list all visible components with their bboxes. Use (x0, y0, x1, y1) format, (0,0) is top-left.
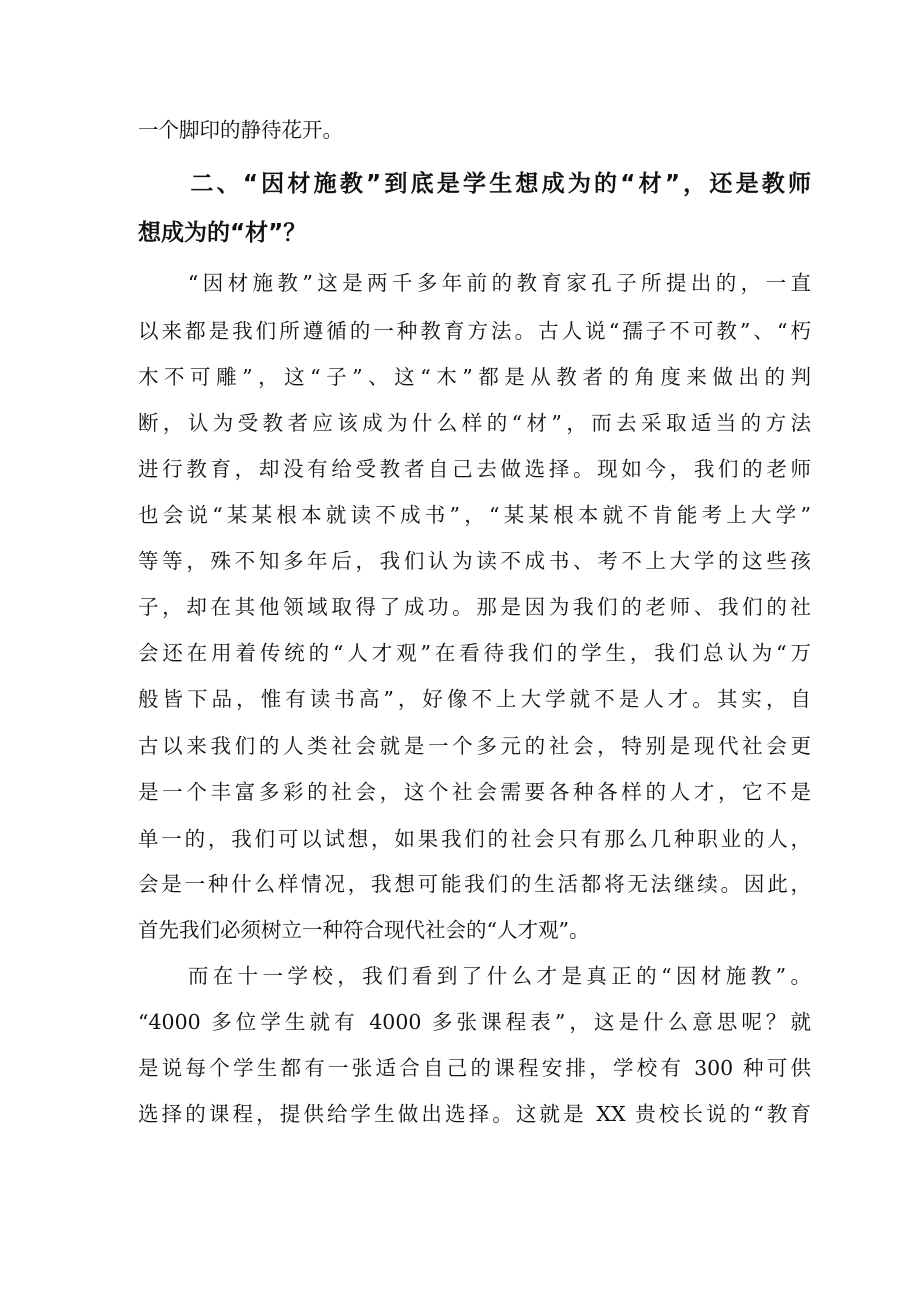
section-heading-line: 想成为的“材”？ (138, 220, 307, 246)
paragraph-line: 是说每个学生都有一张适合自己的课程安排，学校有 300 种可供 (138, 1056, 811, 1080)
paragraph-line: 子，却在其他领域取得了成功。那是因为我们的老师、我们的社 (138, 595, 811, 619)
paragraph-line: 古以来我们的人类社会就是一个多元的社会，特别是现代社会更 (138, 734, 811, 758)
paragraph-line: “4000 多位学生就有 4000 多张课程表”，这是什么意思呢？就 (138, 1010, 811, 1034)
paragraph-line: 也会说“某某根本就读不成书”，“某某根本就不肯能考上大学” (138, 503, 811, 527)
paragraph-line: 断，认为受教者应该成为什么样的“材”，而去采取适当的方法 (138, 411, 811, 435)
paragraph-line: 会是一种什么样情况，我想可能我们的生活都将无法继续。因此， (138, 872, 811, 896)
paragraph-line: 会还在用着传统的“人才观”在看待我们的学生，我们总认为“万 (138, 641, 811, 665)
paragraph-line: 选择的课程，提供给学生做出选择。这就是 XX 贵校长说的“教育 (138, 1102, 811, 1126)
paragraph-line: 进行教育，却没有给受教者自己去做选择。现如今，我们的老师 (138, 457, 811, 481)
paragraph-line: 般皆下品，惟有读书高”，好像不上大学就不是人才。其实，自 (138, 687, 811, 711)
paragraph-line: 首先我们必须树立一种符合现代社会的“人才观”。 (138, 918, 590, 942)
paragraph-line: 单一的，我们可以试想，如果我们的社会只有那么几种职业的人， (138, 827, 811, 851)
paragraph-line: 木不可雕”，这“子”、这“木”都是从教者的角度来做出的判 (138, 365, 811, 389)
paragraph-line: “因材施教”这是两千多年前的教育家孔子所提出的，一直 (138, 271, 811, 295)
section-heading-line: 二、“因材施教”到底是学生想成为的“材”，还是教师 (138, 171, 811, 197)
paragraph-line: 是一个丰富多彩的社会，这个社会需要各种各样的人才，它不是 (138, 780, 811, 804)
paragraph-line: 等等，殊不知多年后，我们认为读不成书、考不上大学的这些孩 (138, 549, 811, 573)
paragraph-line: 一个脚印的静待花开。 (138, 118, 343, 142)
paragraph-line: 以来都是我们所遵循的一种教育方法。古人说“孺子不可教”、“朽 (138, 319, 811, 343)
paragraph-line: 而在十一学校，我们看到了什么才是真正的“因材施教”。 (138, 964, 811, 988)
